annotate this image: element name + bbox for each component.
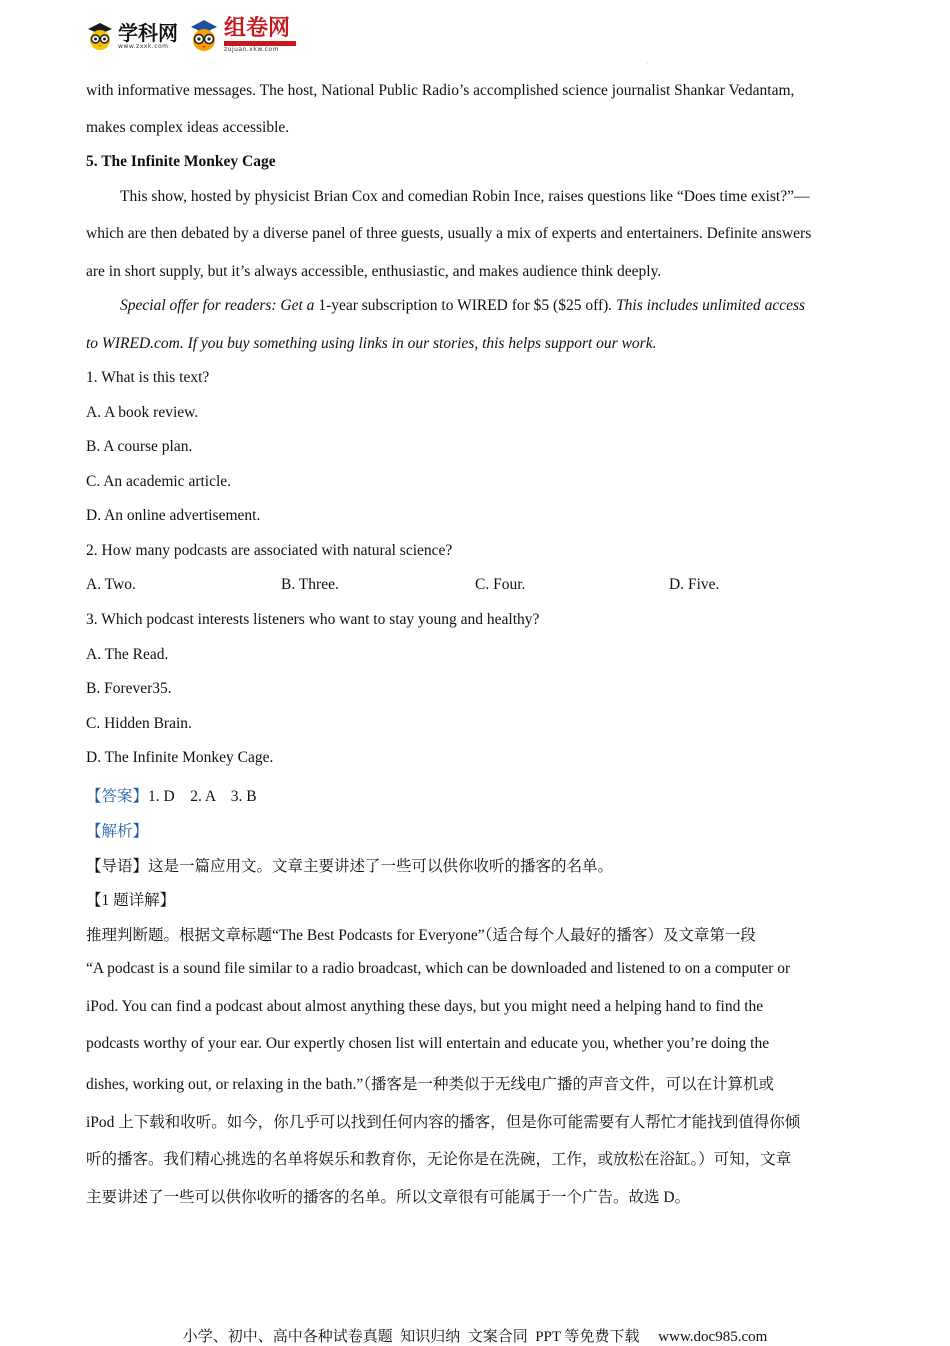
detail-line: 主要讲述了一些可以供你收听的播客的名单。所以文章很有可能属于一个广告。故选 D。 — [86, 1189, 691, 1206]
logo-zujuan-name: 组卷网 — [224, 16, 291, 41]
detail-line: iPod. You can find a podcast about almost anything these days, but you might need a helping hand to find the — [86, 998, 764, 1015]
logo-zujuan-url: zujuan.xkw.com — [224, 46, 279, 53]
logo-zujuan[interactable] — [188, 16, 296, 53]
option-3d: D. The Infinite Monkey Cage. — [86, 749, 274, 766]
analysis-label: 【解析】 — [86, 823, 149, 840]
question-2: 2. How many podcasts are associated with natural science? — [86, 542, 453, 559]
option-2a: A. Two. — [86, 576, 136, 593]
passage-line: with informative messages. The host, National Public Radio’s accomplished science journalist Shankar Vedantam, — [86, 82, 795, 99]
logo-zxxk-url: www.zxxk.com — [118, 42, 169, 50]
detail-line: dishes, working out, or relaxing in the bath.”（播客是一种类似于无线电广播的声音文件，可以在计算机或 — [86, 1076, 774, 1093]
option-2c: C. Four. — [475, 576, 526, 593]
page-footer: 小学、初中、高中各种试卷真题 知识归纳 文案合同 PPT 等免费下载 www.doc985.com — [182, 1329, 768, 1345]
detail-line: iPod 上下载和收听。如今，你几乎可以找到任何内容的播客，但是你可能需要有人帮忙才能找到值得你倾 — [86, 1114, 801, 1131]
option-1c: C. An academic article. — [86, 473, 232, 490]
option-3a: A. The Read. — [86, 646, 169, 663]
passage-line: are in short supply, but it’s always accessible, enthusiastic, and makes audience think deeply. — [86, 263, 662, 280]
detail-line: 推理判断题。根据文章标题“The Best Podcasts for Everyone”（适合每个人最好的播客）及文章第一段 — [86, 927, 756, 944]
answer-value: 1. D 2. A 3. B — [148, 788, 257, 805]
option-3c: C. Hidden Brain. — [86, 715, 192, 732]
option-1a: A. A book review. — [86, 404, 199, 421]
detail-title: 【1 题详解】 — [86, 892, 176, 909]
passage-line: This show, hosted by physicist Brian Cox and comedian Robin Ince, raises questions like “Does time exist?”— — [120, 188, 810, 205]
detail-line: podcasts worthy of your ear. Our expertly chosen list will entertain and educate you, whether you’re doing the — [86, 1035, 770, 1052]
detail-line: “A podcast is a sound file similar to a radio broadcast, which can be downloaded and listened to on a computer or — [86, 960, 791, 977]
header-logos — [86, 14, 296, 58]
option-1d: D. An online advertisement. — [86, 507, 261, 524]
option-3b: B. Forever35. — [86, 680, 172, 697]
detail-line: 听的播客。我们精心挑选的名单将娱乐和教育你，无论你是在洗碗，工作，或放松在浴缸。）可知，文章 — [86, 1151, 792, 1168]
guide-text: 【导语】这是一篇应用文。文章主要讲述了一些可以供你收听的播客的名单。 — [86, 858, 614, 875]
special-offer-line2: to WIRED.com. If you buy something using links in our stories, this helps support our work. — [86, 335, 657, 352]
offer-text: . This includes unlimited access — [608, 297, 806, 314]
special-offer — [120, 297, 805, 315]
question-1: 1. What is this text? — [86, 369, 210, 386]
answer-label: 【答案】 — [86, 788, 149, 805]
option-1b: B. A course plan. — [86, 438, 193, 455]
answer-row — [86, 784, 257, 806]
offer-text: 1-year subscription to WIRED for $5 ($25 off) — [314, 297, 609, 314]
option-2b: B. Three. — [281, 576, 339, 593]
option-2d: D. Five. — [669, 576, 720, 593]
owl-icon — [86, 21, 114, 51]
logo-zxxk[interactable] — [86, 21, 178, 51]
logo-zxxk-name: 学科网 — [118, 20, 178, 45]
offer-text: Special offer for readers: Get a — [120, 297, 315, 314]
question-3: 3. Which podcast interests listeners who want to stay young and healthy? — [86, 611, 540, 628]
passage-line: makes complex ideas accessible. — [86, 119, 290, 136]
owl-icon — [188, 19, 220, 53]
section-heading: 5. The Infinite Monkey Cage — [86, 153, 276, 170]
passage-line: which are then debated by a diverse panel of three guests, usually a mix of experts and entertainers. Definite answers — [86, 225, 812, 242]
header-dot: . — [647, 60, 649, 66]
